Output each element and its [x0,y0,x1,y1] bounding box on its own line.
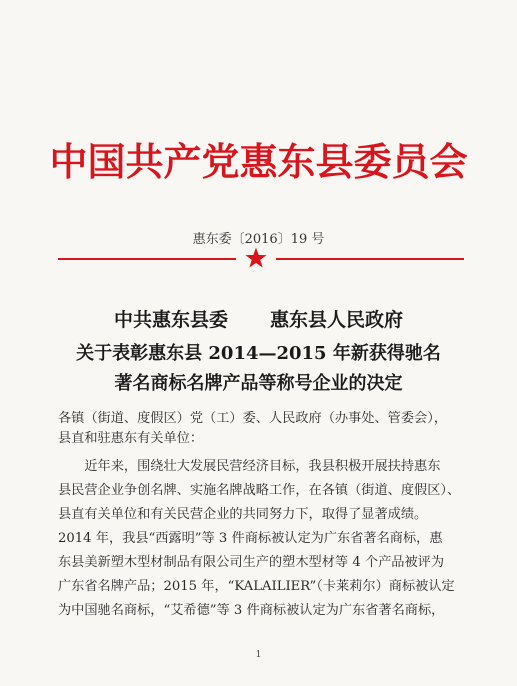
issuer-government: 惠东县人民政府 [270,309,404,331]
body-line: 近年来，围绕壮大发展民营经济目标，我县积极开展扶持惠东 [58,459,441,474]
page-number: 1 [255,650,262,660]
body-line: 为中国驰名商标，“艾希德”等 3 件商标被认定为广东省著名商标， [58,603,445,618]
red-divider-right [276,258,464,260]
body-text [58,409,462,621]
org-title: 中国共产党惠东县委员会 [49,139,468,184]
body-line: 东县美新塑木型材制品有限公司生产的塑木型材等 4 个产品被评为 [58,555,445,570]
document-number: 惠东委〔2016〕19 号 [192,232,325,247]
issuers-line [0,305,517,332]
decision-title-line2: 著名商标名牌产品等称号企业的决定 [114,373,403,394]
red-divider-left [58,258,236,260]
body-line: 县民营企业争创名牌、实施名牌战略工作，在各镇（街道、度假区）、 [58,483,461,498]
issuer-party-committee: 中共惠东县委 [113,309,228,331]
body-line: 各镇（街道、度假区）党（工）委、人民政府（办事处、管委会）， [58,411,448,426]
body-line: 广东省名牌产品；2015 年，“KALAILIER”（卡莱莉尔）商标被认定 [58,579,455,594]
star-icon [244,246,268,270]
decision-title-line1: 关于表彰惠东县 2014—2015 年新获得驰名 [76,343,441,364]
body-line: 2014 年，我县“西露明”等 3 件商标被认定为广东省著名商标，惠 [58,531,443,546]
body-line: 县直和驻惠东有关单位： [58,431,204,446]
body-line: 县直有关单位和有关民营企业的共同努力下，取得了显著成绩。 [58,507,428,522]
